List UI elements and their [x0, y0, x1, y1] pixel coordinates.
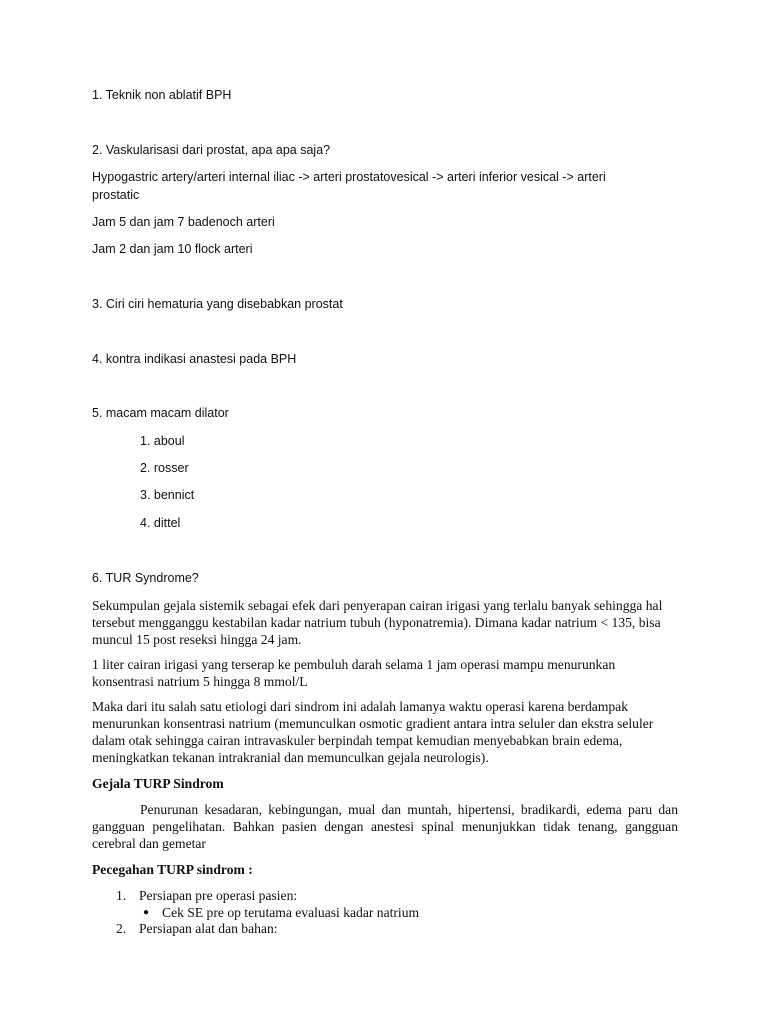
question-1: 1. Teknik non ablatif BPH [92, 88, 232, 102]
question-2-jam-5-7: Jam 5 dan jam 7 badenoch arteri [92, 215, 275, 229]
gejala-heading: Gejala TURP Sindrom [92, 776, 224, 791]
tur-paragraph-1: Sekumpulan gejala sistemik sebagai efek dari penyerapan cairan irigasi yang terlalu banyak sehingga hal tersebut mengganggu kestabilan kadar natrium tubuh (hyponatremia). Dimana kadar natrium < 135, bisa muncul 15 post reseksi hingga 24 jam. [92, 598, 663, 647]
list-number: 2. [116, 921, 127, 936]
question-2: 2. Vaskularisasi dari prostat, apa apa saja? [92, 143, 331, 157]
dilator-item: 4. dittel [140, 516, 181, 530]
dilator-item: 1. aboul [140, 434, 185, 448]
list-item: Persiapan pre operasi pasien: [139, 888, 298, 903]
gejala-paragraph: Penurunan kesadaran, kebingungan, mual dan muntah, hipertensi, bradikardi, edema paru dan gangguan pengelihatan. Bahkan pasien dengan anestesi spinal menunjukkan tidak tenang, gangguan cerebral dan gemetar [92, 802, 678, 851]
list-subitem: Cek SE pre op terutama evaluasi kadar natrium [162, 905, 420, 920]
question-2-answer-line-2: prostatic [92, 188, 140, 202]
question-2-answer-line-1: Hypogastric artery/arteri internal iliac -> arteri prostatovesical -> arteri inferior vesical -> arteri [92, 170, 606, 184]
bullet-icon: ● [143, 907, 150, 918]
dilator-item: 2. rosser [140, 461, 189, 475]
question-2-jam-2-10: Jam 2 dan jam 10 flock arteri [92, 242, 253, 256]
tur-paragraph-3: Maka dari itu salah satu etiologi dari sindrom ini adalah lamanya waktu operasi karena berdampak menurunkan konsentrasi natrium (memunculkan osmotic gradient antara intra seluler dan ekstra seluler dalam otak sehingga cairan intravaskuler berpindah tempat kemudian menyebabkan brain edema, meningkatkan tekanan intrakranial dan memunculkan gejala neurologis). [92, 699, 654, 765]
question-3: 3. Ciri ciri hematuria yang disebabkan prostat [92, 297, 343, 311]
tur-paragraph-2: 1 liter cairan irigasi yang terserap ke pembuluh darah selama 1 jam operasi mampu menurunkan konsentrasi natrium 5 hingga 8 mmol/L [92, 657, 616, 689]
list-item: Persiapan alat dan bahan: [139, 921, 278, 936]
question-4: 4. kontra indikasi anastesi pada BPH [92, 352, 297, 366]
question-5: 5. macam macam dilator [92, 406, 229, 420]
list-number: 1. [116, 888, 127, 903]
question-6: 6. TUR Syndrome? [92, 571, 199, 585]
pencegahan-heading: Pecegahan TURP sindrom : [92, 862, 253, 877]
dilator-item: 3. bennict [140, 488, 195, 502]
